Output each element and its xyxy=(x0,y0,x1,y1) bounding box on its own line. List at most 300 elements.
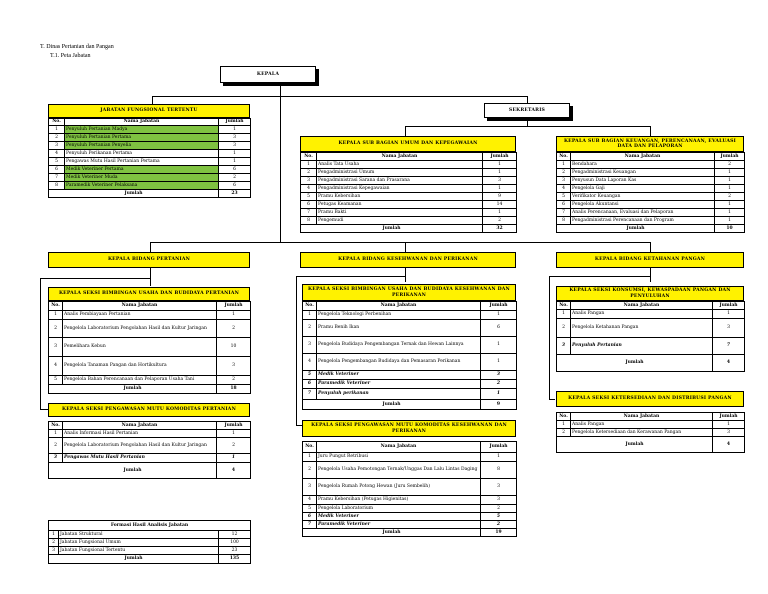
connector-line xyxy=(549,399,555,400)
table-cell: 1 xyxy=(219,158,251,166)
mutu-hewan-title: KEPALA SEKSI PENGAWASAN MUTU KOMODITAS KESEHWANAN DAN PERIKANAN xyxy=(302,420,516,437)
table-row xyxy=(49,134,251,142)
table-cell: 1 xyxy=(481,311,517,320)
table-cell: Pengadministrasi Umum xyxy=(317,169,483,177)
table-cell: 3 xyxy=(557,177,571,185)
table-cell: Jabatan Fungsional Tertentu xyxy=(59,547,219,555)
table-cell: 2 xyxy=(483,217,517,225)
table-cell: Jumlah xyxy=(303,400,481,410)
table-cell: 3 xyxy=(49,547,59,555)
table-cell: 3 xyxy=(713,429,745,437)
table-cell: 2 xyxy=(49,438,63,454)
table-cell: Jumlah xyxy=(49,463,217,479)
table-cell: Pramu Bakti xyxy=(317,209,483,217)
table-cell: Penyusun Data Laporan Kas xyxy=(571,177,715,185)
table-cell: 2 xyxy=(557,319,571,338)
table-row xyxy=(303,371,517,380)
table-cell: 1 xyxy=(481,453,517,462)
table-cell: 8 xyxy=(557,217,571,225)
table-row xyxy=(49,454,251,463)
table-cell: 4 xyxy=(217,463,251,479)
table-cell: Jumlah xyxy=(301,225,483,233)
table-cell: Pengelola Budidaya Pengembangan Ternak dan Hewan Lainnya xyxy=(317,337,481,354)
fungsional-table xyxy=(48,118,251,198)
table-cell: 1 xyxy=(715,185,745,193)
table-cell: Pengadministrasi Keuangan xyxy=(571,169,715,177)
table-row xyxy=(49,150,251,158)
table-cell: 1 xyxy=(715,201,745,209)
table-cell: Nama Jabatan xyxy=(317,153,483,161)
table-cell: 1 xyxy=(483,185,517,193)
table-cell: Nama Jabatan xyxy=(63,302,217,311)
connector-line xyxy=(650,242,651,252)
table-cell: 3 xyxy=(49,338,63,357)
connector-line xyxy=(405,126,651,127)
table-cell: Medik Veteriner xyxy=(317,371,481,380)
table-row xyxy=(301,209,517,217)
formasi-table xyxy=(48,520,251,564)
table-cell: 3 xyxy=(303,479,317,496)
table-cell: 10 xyxy=(715,225,745,233)
table-row xyxy=(301,185,517,193)
budidaya-hewan-table xyxy=(302,301,517,410)
table-cell: 1 xyxy=(715,209,745,217)
table-cell: 3 xyxy=(483,177,517,185)
table-cell: 3 xyxy=(49,454,63,463)
table-cell: Medik Veteriner Muda xyxy=(65,174,219,182)
table-cell: Jumlah xyxy=(49,385,217,394)
col-jumlah: Jumlah xyxy=(219,119,251,126)
table-cell: Jumlah xyxy=(713,413,745,421)
umum-table xyxy=(300,152,517,233)
table-cell: Jabatan Struktural xyxy=(59,531,219,539)
mutu-hewan-table xyxy=(302,441,517,537)
connector-line xyxy=(40,409,48,410)
table-row xyxy=(49,166,251,174)
fungsional-title: JABATAN FUNGSIONAL TERTENTU xyxy=(48,104,250,118)
table-cell: 4 xyxy=(303,496,317,505)
bidang-pertanian-box: KEPALA BIDANG PERTANIAN xyxy=(48,252,250,268)
table-cell: 1 xyxy=(303,453,317,462)
table-cell: Jumlah xyxy=(481,302,517,311)
table-cell: 9 xyxy=(483,193,517,201)
table-cell: 18 xyxy=(217,385,251,394)
table-cell: 3 xyxy=(217,357,251,376)
table-cell: 5 xyxy=(49,158,65,166)
table-cell: Pengelola Laboratorium Pengolahan Hasil dan Kultur Jaringan xyxy=(63,320,217,338)
table-cell: 6 xyxy=(303,513,317,521)
connector-line xyxy=(40,278,150,279)
table-row xyxy=(49,158,251,166)
table-row xyxy=(303,505,517,513)
table-cell: 1 xyxy=(713,421,745,429)
table-cell: Pengelola Ketahanan Pangan xyxy=(571,319,713,338)
table-cell: Analis Pembiayaan Pertanian xyxy=(63,311,217,320)
total-row xyxy=(557,355,745,372)
table-cell: 1 xyxy=(217,311,251,320)
table-cell: Paramedik Veteriner Pelaksana xyxy=(65,182,219,190)
table-cell: 2 xyxy=(481,380,517,389)
table-cell: Penyuluh Pertanian xyxy=(571,338,713,355)
table-cell: 4 xyxy=(713,437,745,453)
table-row xyxy=(49,438,251,454)
table-cell: 1 xyxy=(219,150,251,158)
table-row xyxy=(303,380,517,389)
konsumsi-table xyxy=(556,301,745,372)
table-cell: 1 xyxy=(217,430,251,438)
table-cell: Medik Veteriner Pertama xyxy=(65,166,219,174)
table-cell: Jumlah xyxy=(713,302,745,310)
table-row xyxy=(303,337,517,354)
table-cell: 2 xyxy=(481,521,517,529)
table-cell: 3 xyxy=(49,142,65,150)
table-cell: 4 xyxy=(713,355,745,372)
table-cell: Jumlah xyxy=(49,190,219,198)
table-row xyxy=(49,547,251,555)
table-row xyxy=(557,193,745,201)
table-cell: 8 xyxy=(49,182,65,190)
table-row xyxy=(303,389,517,400)
connector-line xyxy=(527,118,528,126)
table-row xyxy=(49,311,251,320)
table-cell: Analis Tata Usaha xyxy=(317,161,483,169)
connector-line xyxy=(280,80,281,242)
table-cell: 6 xyxy=(219,182,251,190)
table-cell: Jumlah xyxy=(557,437,713,453)
table-cell: Paramedik Veteriner xyxy=(317,380,481,389)
table-cell: Pengadministrasi Kepegawaian xyxy=(317,185,483,193)
connector-line xyxy=(152,96,528,97)
table-cell: 1 xyxy=(715,169,745,177)
table-cell: 3 xyxy=(557,338,571,355)
table-row xyxy=(301,161,517,169)
table-cell: Jumlah xyxy=(557,355,713,372)
table-cell: 5 xyxy=(301,193,317,201)
table-cell: 2 xyxy=(49,539,59,547)
table-cell: 7 xyxy=(49,174,65,182)
table-cell: 6 xyxy=(49,166,65,174)
budidaya-tani-table xyxy=(48,301,251,394)
table-cell: Pengelola Tanaman Pangan dan Hortikultura xyxy=(63,357,217,376)
table-cell: Pramu Kebersihan (Petugas Higienitas) xyxy=(317,496,481,505)
table-cell: 1 xyxy=(301,161,317,169)
table-cell: 100 xyxy=(219,539,251,547)
table-cell: 7 xyxy=(301,209,317,217)
table-cell: 1 xyxy=(481,389,517,400)
table-cell: 1 xyxy=(49,430,63,438)
table-cell: 7 xyxy=(557,209,571,217)
table-cell: 1 xyxy=(49,126,65,134)
table-cell: 2 xyxy=(303,462,317,479)
table-cell: Pengawas Mutu Hasil Pertanian Pertama xyxy=(65,158,219,166)
table-cell: Pengelola Teknologi Perbenihan xyxy=(317,311,481,320)
ketersediaan-table xyxy=(556,412,745,453)
total-row xyxy=(49,463,251,479)
table-row xyxy=(303,513,517,521)
table-cell: 23 xyxy=(219,547,251,555)
connector-line xyxy=(527,96,528,103)
table-cell: Petugas Keamanan xyxy=(317,201,483,209)
table-cell: 2 xyxy=(217,438,251,454)
table-row xyxy=(557,169,745,177)
table-cell: Analis Pangan xyxy=(571,310,713,319)
table-cell: Analis Perencanaan, Evaluasi dan Pelaporan xyxy=(571,209,715,217)
table-row xyxy=(303,354,517,371)
col-nama: Nama Jabatan xyxy=(65,119,219,126)
table-cell: 1 xyxy=(557,161,571,169)
table-cell: Pengelola Gaji xyxy=(571,185,715,193)
table-cell: Jumlah xyxy=(217,422,251,430)
total-row xyxy=(301,225,517,233)
table-cell: 6 xyxy=(219,166,251,174)
table-cell: 9 xyxy=(481,400,517,410)
table-cell: No. xyxy=(557,302,571,310)
connector-line xyxy=(405,268,406,282)
table-cell: 10 xyxy=(217,338,251,357)
table-cell: 12 xyxy=(219,531,251,539)
table-cell: 2 xyxy=(217,376,251,385)
table-cell: Medik Veteriner xyxy=(317,513,481,521)
table-row xyxy=(49,430,251,438)
table-cell: Pengelola Laboratorium Pengolahan Hasil dan Kultur Jaringan xyxy=(63,438,217,454)
table-cell: Pengelola Usaha Pemotongan Ternak/Unggas Dan Lalu Lintas Daging xyxy=(317,462,481,479)
table-row xyxy=(557,177,745,185)
table-row xyxy=(49,539,251,547)
table-cell: 7 xyxy=(303,521,317,529)
formasi-title: Formasi Hasil Analisis Jabatan xyxy=(49,521,251,531)
total-row xyxy=(49,190,251,198)
table-cell: 1 xyxy=(557,310,571,319)
total-row xyxy=(49,555,251,564)
table-cell: Jabatan Fungsional Umum xyxy=(59,539,219,547)
connector-line xyxy=(549,276,550,400)
table-cell: Jumlah xyxy=(715,153,745,161)
table-cell: 4 xyxy=(49,357,63,376)
table-cell: 8 xyxy=(481,462,517,479)
table-cell: Penyuluh Perikanan Pertama xyxy=(65,150,219,158)
table-row xyxy=(301,193,517,201)
table-cell: Pengadministrasi Sarana dan Prasarana xyxy=(317,177,483,185)
bidang-kehewanan-box: KEPALA BIDANG KESEHWANAN DAN PERIKANAN xyxy=(300,252,516,268)
table-cell: 14 xyxy=(483,201,517,209)
table-cell: 1 xyxy=(713,310,745,319)
table-cell: 4 xyxy=(303,354,317,371)
table-cell: 3 xyxy=(481,479,517,496)
connector-line xyxy=(405,126,406,136)
table-cell: 1 xyxy=(715,177,745,185)
table-row xyxy=(557,429,745,437)
connector-line xyxy=(650,268,651,282)
table-row xyxy=(301,177,517,185)
table-cell: Pengelola Pengembangan Budidaya dan Pemasaran Perikanan xyxy=(317,354,481,371)
table-cell: 1 xyxy=(217,454,251,463)
table-row xyxy=(557,161,745,169)
table-row xyxy=(49,142,251,150)
table-cell: 1 xyxy=(49,311,63,320)
budidaya-tani-title: KEPALA SEKSI BIMBINGAN USAHA DAN BUDIDAYA PERTANIAN xyxy=(48,287,250,301)
table-cell: 2 xyxy=(715,161,745,169)
table-cell: Pengemudi xyxy=(317,217,483,225)
table-cell: 2 xyxy=(219,174,251,182)
table-cell: 4 xyxy=(49,150,65,158)
table-cell: Pengadministrasi Perencanaan dan Program xyxy=(571,217,715,225)
table-cell: Paramedik Veteriner xyxy=(317,521,481,529)
konsumsi-title: KEPALA SEKSI KONSUMSI, KEWASPADAAN PANGAN DAN PENYULUHAN xyxy=(556,286,744,301)
table-cell: 2 xyxy=(49,320,63,338)
table-row xyxy=(557,201,745,209)
table-row xyxy=(49,531,251,539)
table-cell: 6 xyxy=(481,320,517,337)
connector-line xyxy=(152,96,153,104)
table-cell: Pengelola Rumah Potong Hewan (Juru Sembelih) xyxy=(317,479,481,496)
table-cell: 1 xyxy=(481,354,517,371)
table-row xyxy=(557,217,745,225)
table-cell: No. xyxy=(49,302,63,311)
table-cell: Nama Jabatan xyxy=(63,422,217,430)
table-cell: 1 xyxy=(303,311,317,320)
table-cell: 6 xyxy=(301,201,317,209)
table-cell: Penyuluh perikanan xyxy=(317,389,481,400)
connector-line xyxy=(150,242,651,243)
table-cell: Jumlah xyxy=(303,529,481,537)
table-cell: 2 xyxy=(715,193,745,201)
table-cell: Pengelola Ketersediaan dan Kerawanan Pangan xyxy=(571,429,713,437)
table-cell: 1 xyxy=(557,421,571,429)
table-cell: 6 xyxy=(303,380,317,389)
table-row xyxy=(557,310,745,319)
table-row xyxy=(49,174,251,182)
table-cell: 23 xyxy=(219,190,251,198)
table-cell: 3 xyxy=(481,371,517,380)
table-cell: Pengelola Laboratorium xyxy=(317,505,481,513)
table-cell: 6 xyxy=(557,201,571,209)
table-cell: Pemelihara Kebun xyxy=(63,338,217,357)
bidang-ketahanan-box: KEPALA BIDANG KETAHANAN PANGAN xyxy=(556,252,744,268)
table-cell: Analis Informasi Hasil Pertanian xyxy=(63,430,217,438)
table-cell: Jumlah xyxy=(557,225,715,233)
table-row xyxy=(557,209,745,217)
table-row xyxy=(49,338,251,357)
table-cell: 1 xyxy=(715,217,745,225)
connector-line xyxy=(650,126,651,136)
connector-line xyxy=(296,276,405,277)
table-row xyxy=(301,217,517,225)
table-cell: 2 xyxy=(481,505,517,513)
table-cell: No. xyxy=(557,153,571,161)
table-cell: Pramu Benih Ikan xyxy=(317,320,481,337)
table-cell: 1 xyxy=(483,161,517,169)
table-row xyxy=(557,185,745,193)
table-row xyxy=(303,320,517,337)
table-row xyxy=(303,479,517,496)
ketersediaan-title: KEPALA SEKSI KETERSEDIAAN DAN DISTRIBUSI PANGAN xyxy=(556,391,744,407)
document-subtitle: T.1. Peta Jabatan xyxy=(50,53,91,59)
table-cell: 5 xyxy=(303,371,317,380)
table-cell: Nama Jabatan xyxy=(571,413,713,421)
mutu-tani-title: KEPALA SEKSI PENGAWASAN MUTU KOMODITAS PERTANIAN xyxy=(48,403,250,417)
connector-line xyxy=(150,268,151,286)
table-cell: Analis Pangan xyxy=(571,421,713,429)
table-cell: No. xyxy=(49,422,63,430)
table-cell: Jumlah xyxy=(483,153,517,161)
table-cell: 3 xyxy=(481,496,517,505)
total-row xyxy=(303,400,517,410)
table-row xyxy=(301,169,517,177)
table-row xyxy=(49,126,251,134)
table-cell: Juru Pungut Retribusi xyxy=(317,453,481,462)
table-cell: 1 xyxy=(483,209,517,217)
table-cell: 4 xyxy=(301,185,317,193)
table-cell: Pramu Kebersihan xyxy=(317,193,483,201)
table-cell: 8 xyxy=(301,217,317,225)
table-cell: 3 xyxy=(219,134,251,142)
table-row xyxy=(303,496,517,505)
keuangan-title: KEPALA SUB BAGIAN KEUANGAN, PERENCANAAN, EVALUASI DATA DAN PELAPORAN xyxy=(556,136,744,152)
table-cell: 2 xyxy=(217,320,251,338)
table-cell: 4 xyxy=(557,185,571,193)
table-cell: 32 xyxy=(483,225,517,233)
table-cell: 2 xyxy=(557,429,571,437)
table-row xyxy=(303,521,517,529)
table-cell: Pengawas Mutu Hasil Pertanian xyxy=(63,454,217,463)
table-cell: Nama Jabatan xyxy=(571,153,715,161)
connector-line xyxy=(549,276,650,277)
table-cell: Pengelola Bahan Perencanaan dan Pelaporan Usaha Tani xyxy=(63,376,217,385)
table-row xyxy=(49,357,251,376)
table-cell: 1 xyxy=(481,337,517,354)
mutu-tani-table xyxy=(48,421,251,479)
table-cell: 3 xyxy=(301,177,317,185)
connector-line xyxy=(40,278,41,410)
table-row xyxy=(49,376,251,385)
table-cell: Penyuluh Pertanian Madya xyxy=(65,126,219,134)
total-row xyxy=(557,437,745,453)
table-cell: 1 xyxy=(49,531,59,539)
total-row xyxy=(49,385,251,394)
table-row xyxy=(557,421,745,429)
table-cell: 135 xyxy=(219,555,251,564)
table-row xyxy=(557,319,745,338)
col-no: No. xyxy=(49,119,65,126)
table-cell: 5 xyxy=(49,376,63,385)
table-row xyxy=(49,182,251,190)
table-cell: 7 xyxy=(713,338,745,355)
table-cell: 1 xyxy=(483,169,517,177)
table-row xyxy=(303,311,517,320)
table-cell: Jumlah xyxy=(49,555,219,564)
table-cell: Jumlah xyxy=(217,302,251,311)
budidaya-hewan-title: KEPALA SEKSI BIMBINGAN USAHA DAN BUDIDAYA KESEHWANAN DAN PERIKANAN xyxy=(302,284,516,301)
connector-line xyxy=(405,242,406,252)
table-cell: 5 xyxy=(481,513,517,521)
table-cell: Nama Jabatan xyxy=(317,442,481,453)
table-cell: 1 xyxy=(219,126,251,134)
table-row xyxy=(303,453,517,462)
table-cell: 2 xyxy=(49,134,65,142)
table-cell: 5 xyxy=(303,505,317,513)
table-row xyxy=(303,462,517,479)
sekretaris-box: SEKRETARIS xyxy=(484,103,570,118)
table-cell: Verifikator Keuangan xyxy=(571,193,715,201)
keuangan-table xyxy=(556,152,745,233)
table-cell: 3 xyxy=(303,337,317,354)
table-cell: 7 xyxy=(303,389,317,400)
connector-line xyxy=(296,276,297,426)
table-cell: 2 xyxy=(303,320,317,337)
table-cell: Bendahara xyxy=(571,161,715,169)
table-cell: Jumlah xyxy=(481,442,517,453)
table-cell: Nama Jabatan xyxy=(317,302,481,311)
